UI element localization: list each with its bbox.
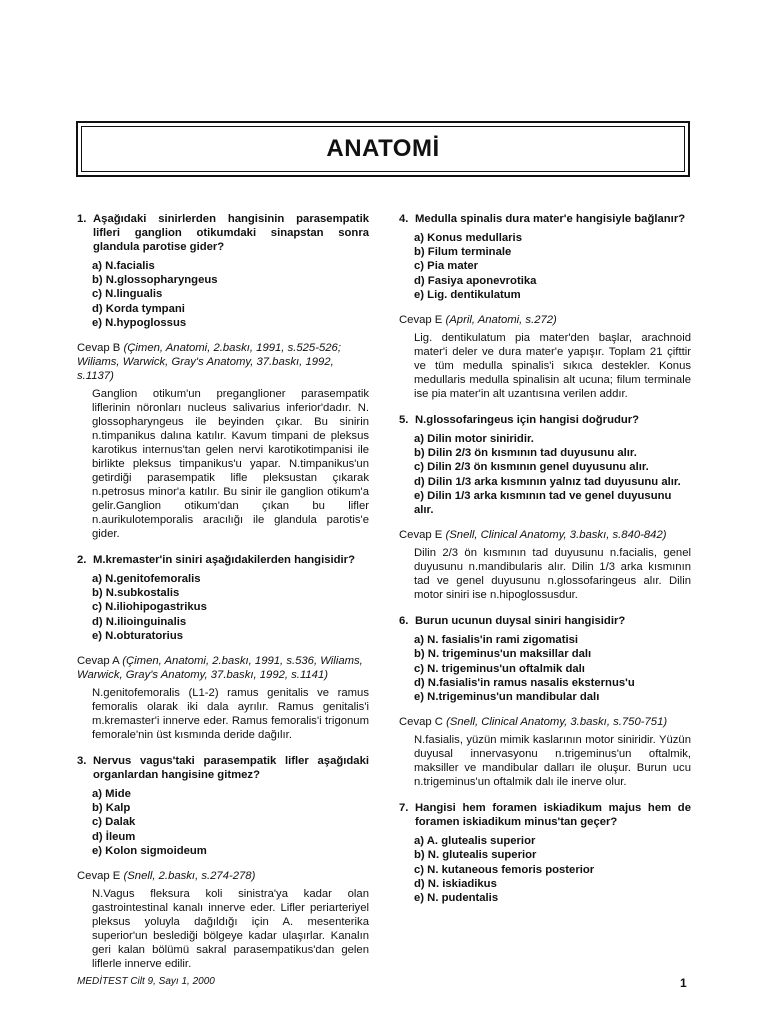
options-list <box>77 259 369 330</box>
question-text: N.glossofaringeus için hangisi doğrudur? <box>415 414 640 427</box>
option: a) N.facialis <box>92 260 155 272</box>
option: a) N.genitofemoralis <box>92 573 201 586</box>
question-7 <box>399 801 691 905</box>
options-list <box>399 231 691 302</box>
answer-label: Cevap A <box>77 655 120 668</box>
option: d) Korda tympani <box>92 302 185 315</box>
answer-line <box>77 654 369 682</box>
answer-line <box>399 313 691 327</box>
option: c) Dilin 2/3 ön kısmının genel duyusunu alır. <box>414 461 649 474</box>
option: b) Filum terminale <box>414 246 512 259</box>
question-2 <box>77 553 369 742</box>
option: e) Dilin 1/3 arka kısmının tad ve genel duyusunu alır. <box>414 489 672 517</box>
answer-line <box>77 341 369 383</box>
question-text: Burun ucunun duysal siniri hangisidir? <box>415 615 626 628</box>
answer-reference: (Snell, Clinical Anatomy, 3.baskı, s.840-842) <box>445 529 667 542</box>
title-inner-frame <box>81 126 685 172</box>
question-5 <box>399 413 691 602</box>
answer-line <box>399 528 691 542</box>
page-number: 1 <box>680 976 687 990</box>
question-number: 6. <box>399 615 409 628</box>
answer-label: Cevap E <box>77 870 121 883</box>
question-number: 7. <box>399 802 409 815</box>
option: a) N. fasialis'in rami zigomatisi <box>414 634 579 647</box>
option: c) Pia mater <box>414 260 479 273</box>
answer-line <box>77 869 369 883</box>
answer-label: Cevap C <box>399 716 443 729</box>
option: e) N.trigeminus'un mandibular dalı <box>414 691 600 704</box>
explanation: Lig. dentikulatum pia mater'den başlar, arachnoid mater'i deler ve dura mater'e yapışır. Toplam 21 çifttir ve tüm medulla spinalis'i sıkıca destekler. Konus medullaris medulla spinalisin alt ucuna; filum terminale ise pia mater'in alt uzantısına verilen addır. <box>414 332 691 401</box>
option: b) N. glutealis superior <box>414 849 537 862</box>
question-number: 3. <box>77 755 87 768</box>
options-list <box>399 633 691 704</box>
explanation: N.Vagus fleksura koli sinistra'ya kadar olan gastrointestinal kanalı innerve eder. Lifler periarteriyel pleksus yoluyla dağıldığı için A. mesenterika superior'un beslediği bölgeye kadar ulaşırlar. Kanalın geri kalan bölümü sakral parasempatikus'dan gelen liflerle innerve edilir. <box>92 888 369 971</box>
answer-reference: (April, Anatomi, s.272) <box>445 314 557 327</box>
title-box <box>76 121 690 177</box>
options-list <box>77 572 369 643</box>
option: c) Dalak <box>92 816 136 829</box>
answer-reference: (Çimen, Anatomi, 2.baskı, 1991, s.525-526; Wiliams, Warwick, Gray's Anatomy, 37.baskı, 1992, s.1137) <box>77 342 341 383</box>
question-4 <box>399 212 691 401</box>
options-list <box>399 834 691 905</box>
explanation: N.genitofemoralis (L1-2) ramus genitalis ve ramus femoralis olarak iki dala ayrılır. Ramus genitalis'i m.kremaster'i innerve eder. Ramus femoralis'i trigonum femorale'nin üst kısmında deride dağılır. <box>92 687 369 742</box>
option: e) N.hypoglossus <box>92 316 187 329</box>
option: b) N. trigeminus'un maksillar dalı <box>414 648 592 661</box>
journal-footer: MEDİTEST Cilt 9, Sayı 1, 2000 <box>77 976 215 987</box>
option: e) Lig. dentikulatum <box>414 288 521 301</box>
left-column <box>77 212 369 983</box>
answer-reference: (Çimen, Anatomi, 2.baskı, 1991, s.536, Wiliams, Warwick, Gray's Anatomy, 37.baskı, 1992, s.1141) <box>77 655 363 682</box>
option: b) N.subkostalis <box>92 587 180 600</box>
option: c) N.iliohipogastrikus <box>92 601 207 614</box>
question-number: 2. <box>77 554 87 567</box>
option: e) N. pudentalis <box>414 892 499 905</box>
page-title: ANATOMİ <box>326 135 440 162</box>
option: c) N.lingualis <box>92 288 163 301</box>
options-list <box>77 787 369 858</box>
explanation: Ganglion otikum'un preganglioner parasempatik liflerinin nöronları nucleus salivarius inferior'dadır. N. glossopharyngeus ile beyinden çıkar. Bu sinirin n.timpanikus dalına katılır. Kavum timpani de pleksus karotikus internus'tan gelen nervi karotikotimpanisi ile birlikte pleksus timpanikus'u yapar. N.timpanikus'un getirdiği parasempatik lifle pleksustan çıkarak n.petrosus minor'a katılır. Bu sinir ile ganglion otikum'a gelir.Ganglion otikum'dan çıkan bu lifler n.aurikulotemporalis aracılığı ile glandula parotis'e gider. <box>92 388 369 541</box>
answer-label: Cevap E <box>399 314 443 327</box>
option: a) A. glutealis superior <box>414 835 536 848</box>
options-list <box>399 432 691 517</box>
question-number: 5. <box>399 414 409 427</box>
question-text: Aşağıdaki sinirlerden hangisinin parasempatik lifleri ganglion otikumdaki sinapstan sonra glandula parotise gider? <box>93 213 369 253</box>
option: e) Kolon sigmoideum <box>92 844 207 857</box>
question-text: M.kremaster'in siniri aşağıdakilerden hangisidir? <box>93 554 355 567</box>
option: c) N. trigeminus'un oftalmik dalı <box>414 662 585 675</box>
question-text: Medulla spinalis dura mater'e hangisiyle bağlanır? <box>415 213 686 225</box>
option: a) Konus medullaris <box>414 232 522 244</box>
question-text: Hangisi hem foramen iskiadikum majus hem de foramen iskiadikum minus'tan geçer? <box>415 802 691 829</box>
question-1 <box>77 212 369 541</box>
explanation: Dilin 2/3 ön kısmının tad duyusunu n.facialis, genel duyusunu n.mandibularis alır. Dilin 1/3 arka kısmının tad ve genel duyusunu n.glossofaringeus alır. Dilin motor siniri ise n.hipoglossusdur. <box>414 547 691 602</box>
option: d) N.ilioinguinalis <box>92 615 187 628</box>
option: d) N. iskiadikus <box>414 877 497 890</box>
option: d) Dilin 1/3 arka kısmının yalnız tad duyusunu alır. <box>414 475 681 488</box>
option: d) Fasiya aponevrotika <box>414 274 537 287</box>
answer-label: Cevap E <box>399 529 443 542</box>
answer-reference: (Snell, Clinical Anatomy, 3.baskı, s.750-751) <box>446 716 668 729</box>
question-6 <box>399 614 691 789</box>
right-column <box>399 212 691 917</box>
option: b) N.glossopharyngeus <box>92 274 218 287</box>
option: a) Dilin motor siniridir. <box>414 433 534 446</box>
option: d) İleum <box>92 830 136 843</box>
option: a) Mide <box>92 788 131 801</box>
explanation: N.fasialis, yüzün mimik kaslarının motor siniridir. Yüzün duyusal innervasyonu n.trigeminus'un oftalmik, maksiller ve mandibular dalları ile oluşur. Burun ucu n.trigeminus'un oftalmik dalı ile inerve olur. <box>414 734 691 789</box>
option: b) Dilin 2/3 ön kısmının tad duyusunu alır. <box>414 447 637 460</box>
answer-label: Cevap B <box>77 342 121 355</box>
question-number: 1. <box>77 213 87 225</box>
option: e) N.obturatorius <box>92 629 184 642</box>
question-number: 4. <box>399 213 409 225</box>
option: d) N.fasialis'in ramus nasalis eksternus'u <box>414 676 635 689</box>
question-text: Nervus vagus'taki parasempatik lifler aşağıdaki organlardan hangisine gitmez? <box>93 755 369 782</box>
option: c) N. kutaneous femoris posterior <box>414 863 595 876</box>
option: b) Kalp <box>92 802 131 815</box>
answer-line <box>399 715 691 729</box>
question-3 <box>77 754 369 971</box>
answer-reference: (Snell, 2.baskı, s.274-278) <box>123 870 256 883</box>
